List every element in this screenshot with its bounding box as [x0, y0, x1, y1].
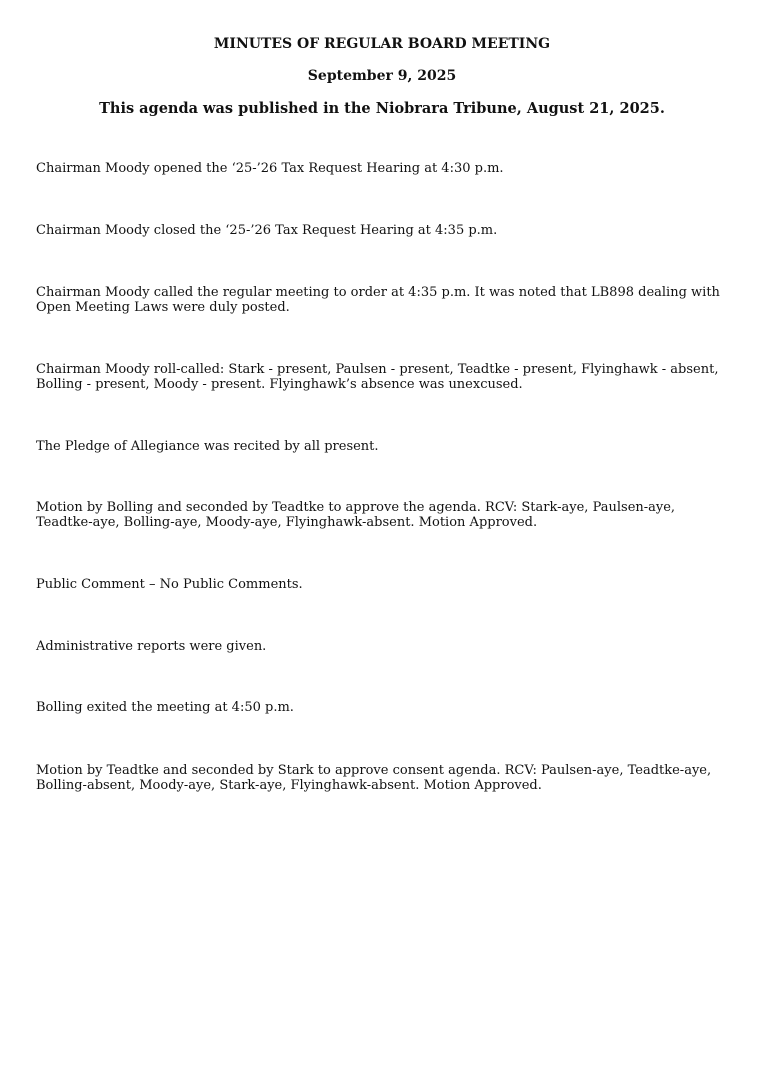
meeting-date: September 9, 2025: [307, 68, 457, 84]
minutes-paragraph-pledge: The Pledge of Allegiance was recited by all present.: [36, 439, 379, 454]
publication-note: This agenda was published in the Niobrara Tribune, August 21, 2025.: [99, 100, 665, 117]
minutes-paragraph-public-comment: Public Comment – No Public Comments.: [36, 577, 303, 592]
minutes-paragraph-bolling-exit: Bolling exited the meeting at 4:50 p.m.: [36, 700, 294, 715]
minutes-paragraph-hearing-opened: Chairman Moody opened the ‘25-’26 Tax Request Hearing at 4:30 p.m.: [36, 161, 504, 176]
document-title: MINUTES OF REGULAR BOARD MEETING: [213, 36, 551, 52]
minutes-paragraph-consent-motion: Motion by Teadtke and seconded by Stark to approve consent agenda. RCV: Paulsen-aye, Teadtke-aye, Bolling-absent, Moody-aye, Stark-aye, Flyinghawk-absent. Motion Approved.: [36, 763, 712, 793]
minutes-paragraph-admin-reports: Administrative reports were given.: [36, 639, 267, 654]
minutes-paragraph-agenda-motion: Motion by Bolling and seconded by Teadtke to approve the agenda. RCV: Stark-aye, Paulsen-aye, Teadtke-aye, Bolling-aye, Moody-aye, Flyinghawk-absent. Motion Approved.: [36, 500, 676, 530]
minutes-paragraph-call-to-order: Chairman Moody called the regular meeting to order at 4:35 p.m. It was noted that LB898 dealing with Open Meeting Laws were duly posted.: [36, 285, 720, 315]
minutes-paragraph-roll-call: Chairman Moody roll-called: Stark - present, Paulsen - present, Teadtke - present, Flyinghawk - absent, Bolling - present, Moody - present. Flyinghawk’s absence was unexcused.: [36, 362, 719, 392]
minutes-paragraph-hearing-closed: Chairman Moody closed the ‘25-’26 Tax Request Hearing at 4:35 p.m.: [36, 223, 498, 238]
